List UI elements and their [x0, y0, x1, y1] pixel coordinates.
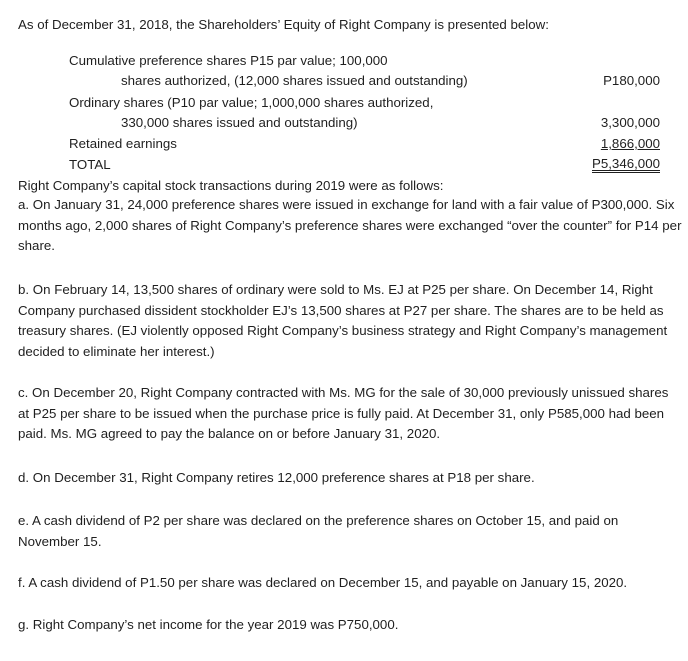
preference-shares-amount: P180,000 — [603, 73, 660, 88]
intro-text: As of December 31, 2018, the Shareholders’ Equity of Right Company is presented below: — [18, 17, 549, 32]
retained-earnings-label: Retained earnings — [69, 136, 177, 151]
transaction-f: f. A cash dividend of P1.50 per share was declared on December 15, and payable on January 15, 2020. — [18, 575, 628, 590]
total-amount: P5,346,000 — [591, 156, 660, 171]
transaction-g: g. Right Company’s net income for the year 2019 was P750,000. — [18, 617, 399, 632]
ordinary-shares-line2: 330,000 shares issued and outstanding) — [121, 115, 358, 130]
preference-shares-line1: Cumulative preference shares P15 par value; 100,000 — [69, 53, 388, 68]
total-label: TOTAL — [69, 157, 111, 172]
transaction-d: d. On December 31, Right Company retires 12,000 preference shares at P18 per share. — [18, 470, 535, 485]
preference-shares-line2: shares authorized, (12,000 shares issued and outstanding) — [121, 73, 468, 88]
transaction-e: e. A cash dividend of P2 per share was declared on the preference shares on October 15, and paid on November 15. — [18, 513, 619, 549]
retained-earnings-amount: 1,866,000 — [600, 136, 660, 151]
transaction-c: c. On December 20, Right Company contracted with Ms. MG for the sale of 30,000 previously unissued shares at P25 per share to be issued when the purchase price is fully paid. At December 31, only P585,000 had been paid. Ms. MG agreed to pay the balance on or before January 31, 2020. — [18, 385, 669, 442]
ordinary-shares-line1: Ordinary shares (P10 par value; 1,000,000 shares authorized, — [69, 95, 434, 110]
ordinary-shares-amount: 3,300,000 — [600, 115, 660, 130]
transactions-heading: Right Company’s capital stock transactions during 2019 were as follows: — [18, 178, 444, 193]
transaction-a: a. On January 31, 24,000 preference shares were issued in exchange for land with a fair value of P300,000. Six months ago, 2,000 shares of Right Company’s preference shares were exchanged “over the counter” for P14 per share. — [18, 197, 682, 254]
transaction-b: b. On February 14, 13,500 shares of ordinary were sold to Ms. EJ at P25 per share. On December 14, Right Company purchased dissident stockholder EJ’s 13,500 shares at P27 per share. The shares are to be held as treasury shares. (EJ violently opposed Right Company’s business strategy and Right Company’s management decided to eliminate her interest.) — [18, 282, 668, 359]
